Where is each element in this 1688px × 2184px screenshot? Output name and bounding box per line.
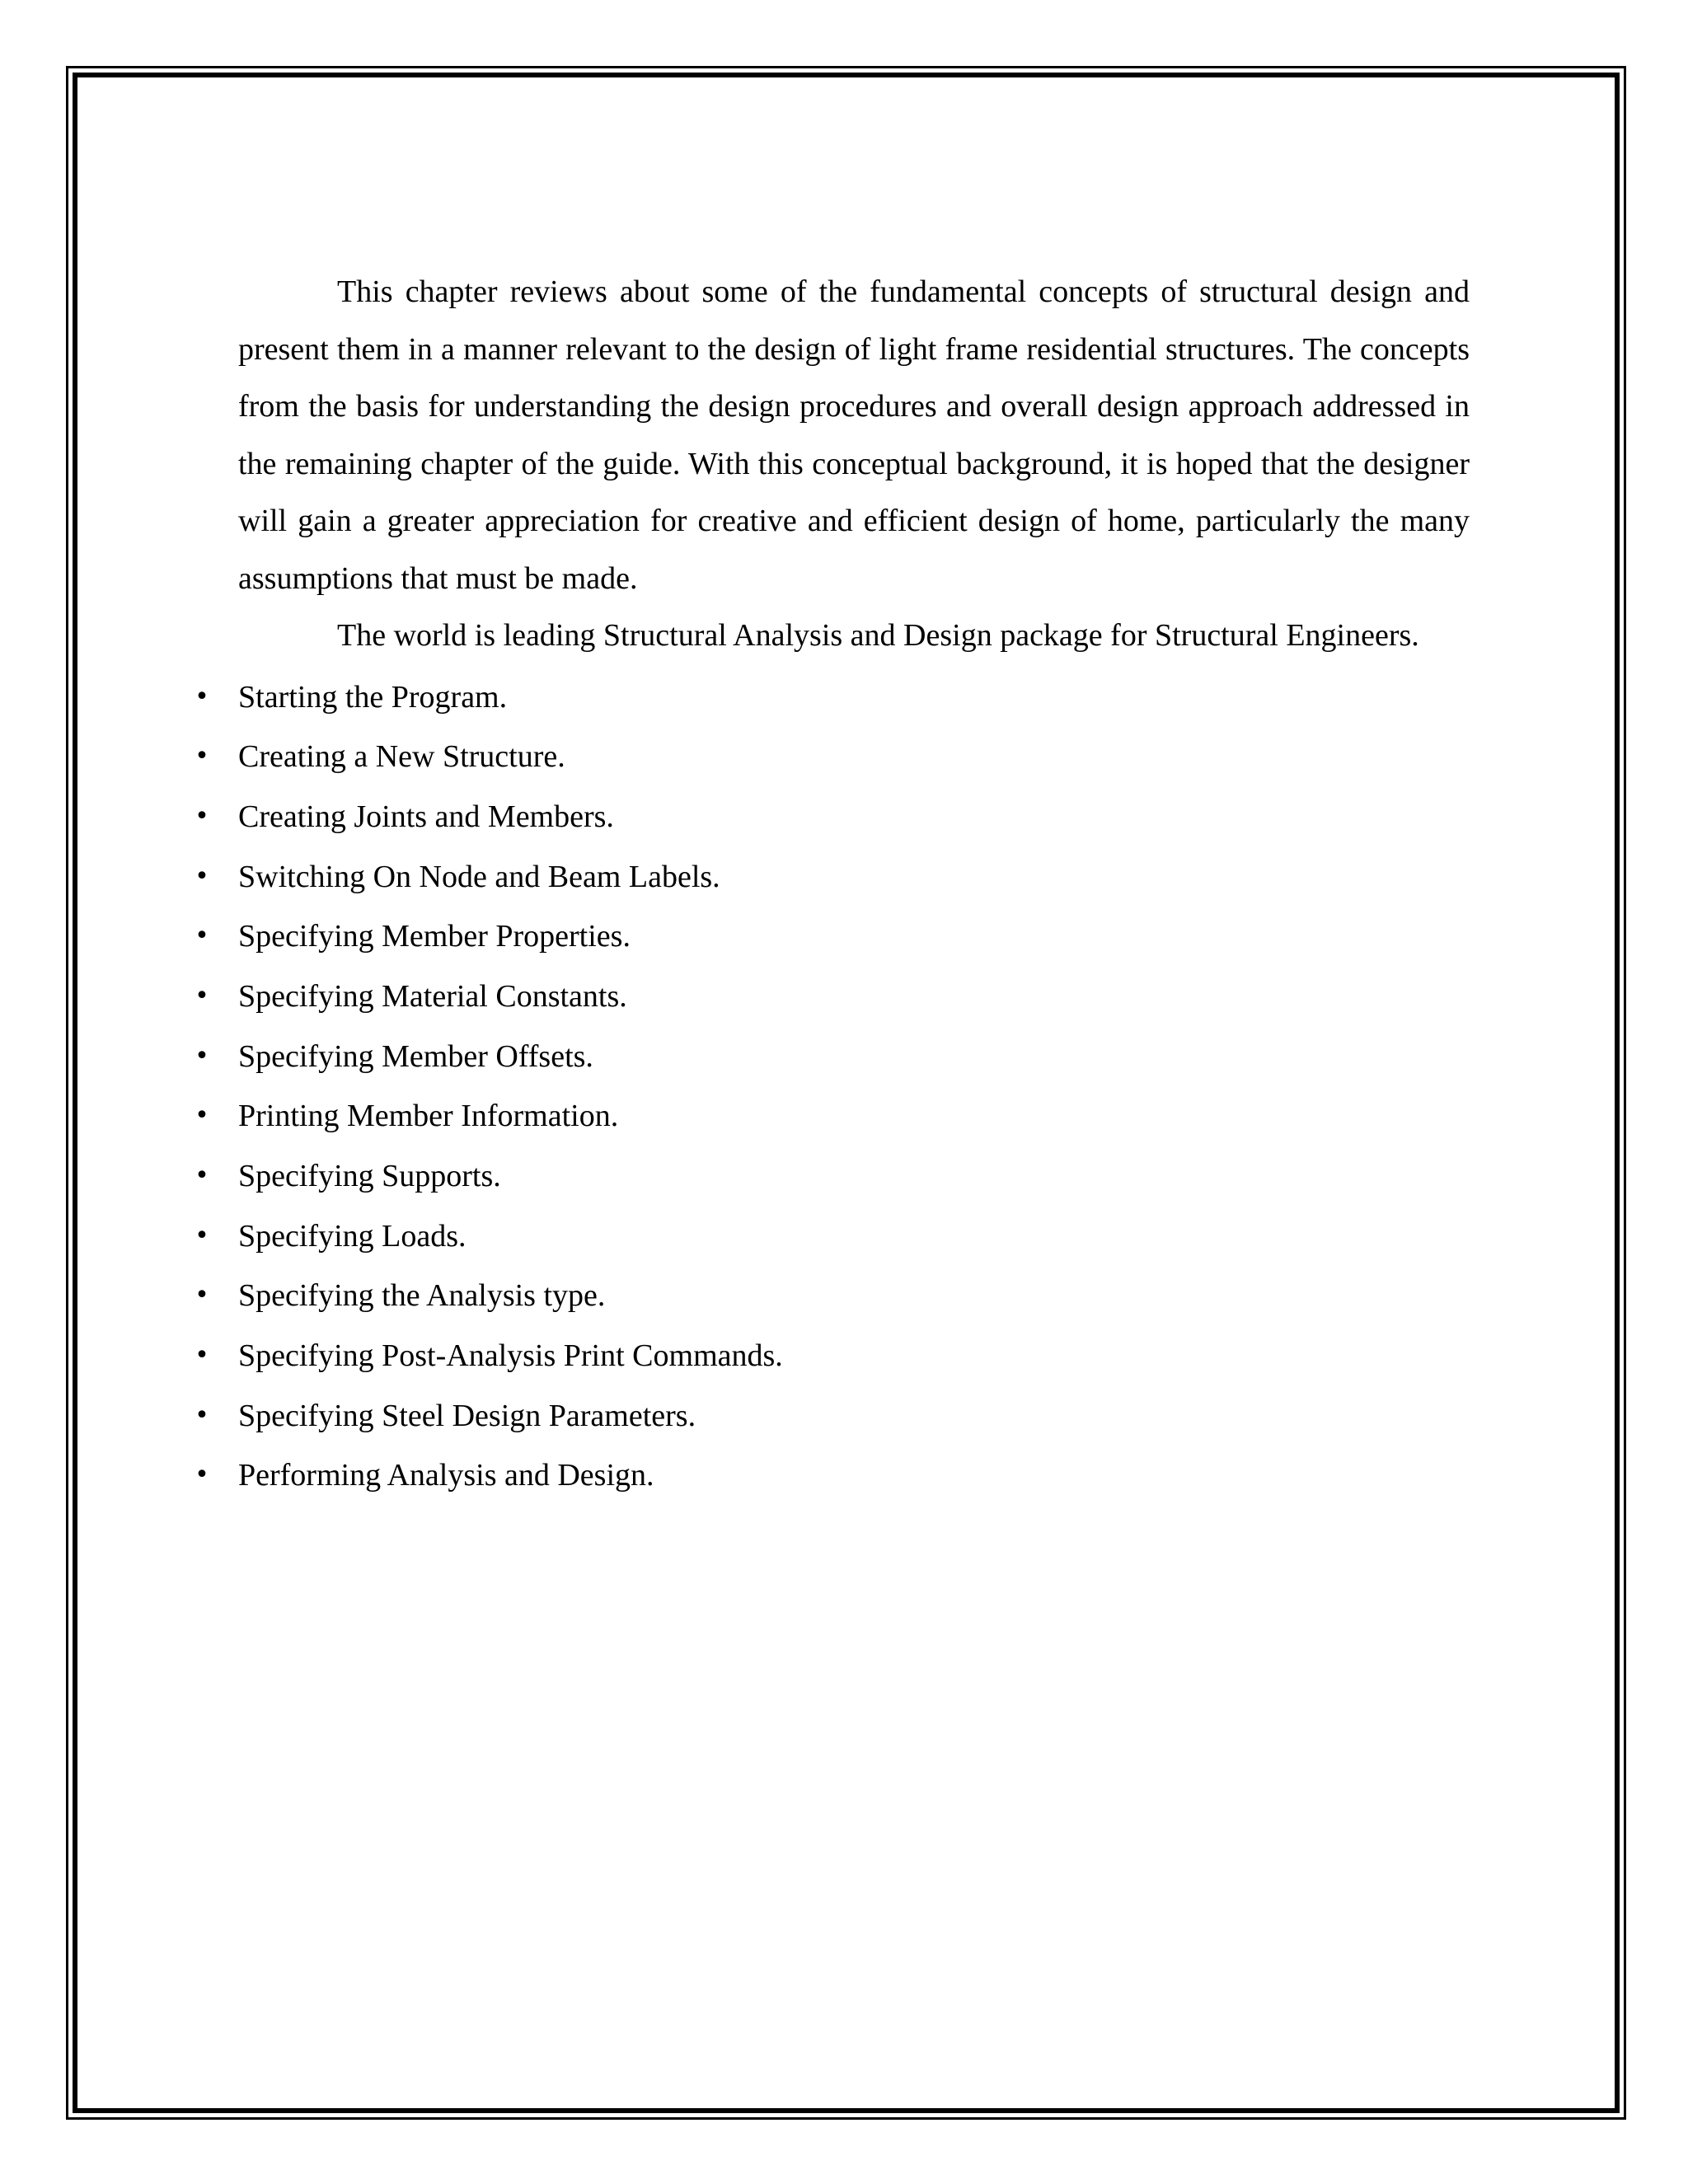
list-item-text: Specifying Steel Design Parameters.: [238, 1398, 696, 1433]
bullet-icon: •: [195, 861, 209, 891]
list-item: [195, 1027, 1470, 1087]
list-item: [195, 907, 1470, 967]
package-paragraph: The world is leading Structural Analysis and Design package for Structural Engineers.: [337, 618, 1419, 653]
list-item: [195, 1326, 1470, 1386]
bullet-icon: •: [195, 1041, 209, 1071]
list-item-text: Specifying Member Properties.: [238, 919, 631, 954]
bullet-icon: •: [195, 921, 209, 951]
list-item-text: Creating a New Structure.: [238, 739, 565, 775]
list-item-text: Specifying Material Constants.: [238, 978, 627, 1014]
list-item-text: Specifying the Analysis type.: [238, 1278, 606, 1314]
bullet-icon: •: [195, 1281, 209, 1310]
list-item-text: Creating Joints and Members.: [238, 799, 614, 834]
list-item: [195, 727, 1470, 787]
bullet-icon: •: [195, 1101, 209, 1131]
list-item: [195, 1386, 1470, 1446]
page-content: [195, 264, 1470, 1506]
list-item: [195, 787, 1470, 847]
bullet-icon: •: [195, 1161, 209, 1190]
bullet-icon: •: [195, 1460, 209, 1490]
list-item-text: Specifying Post-Analysis Print Commands.: [238, 1338, 783, 1374]
list-item-text: Starting the Program.: [238, 679, 508, 715]
bullet-icon: •: [195, 1341, 209, 1371]
bullet-icon: •: [195, 742, 209, 771]
bullet-icon: •: [195, 1400, 209, 1430]
bullet-icon: •: [195, 801, 209, 831]
list-item: [195, 847, 1470, 907]
intro-paragraph: This chapter reviews about some of the fundamental concepts of structural design and present them in a manner relevant to the design of light frame residential structures. The concepts from the basis for understanding the design procedures and overall design approach addressed in the remaining chapter of the guide. With this conceptual background, it is hoped that the designer will gain a greater appreciation for creative and efficient design of home, particularly the many assumptions that must be made.: [238, 274, 1470, 596]
list-item: [195, 1146, 1470, 1207]
list-item: [195, 1266, 1470, 1326]
bullet-icon: •: [195, 981, 209, 1010]
list-item: [195, 1207, 1470, 1267]
list-item-text: Switching On Node and Beam Labels.: [238, 859, 720, 894]
topic-list: [195, 668, 1470, 1507]
list-item: [195, 668, 1470, 728]
list-item-text: Specifying Supports.: [238, 1159, 501, 1193]
list-item: [195, 1446, 1470, 1506]
list-item-text: Specifying Loads.: [238, 1218, 467, 1254]
list-item-text: Specifying Member Offsets.: [238, 1038, 593, 1074]
list-item: [195, 1086, 1470, 1146]
list-item-text: Printing Member Information.: [238, 1099, 619, 1134]
bullet-icon: •: [195, 1221, 209, 1250]
list-item-text: Performing Analysis and Design.: [238, 1458, 654, 1493]
bullet-icon: •: [195, 682, 209, 711]
list-item: [195, 967, 1470, 1027]
